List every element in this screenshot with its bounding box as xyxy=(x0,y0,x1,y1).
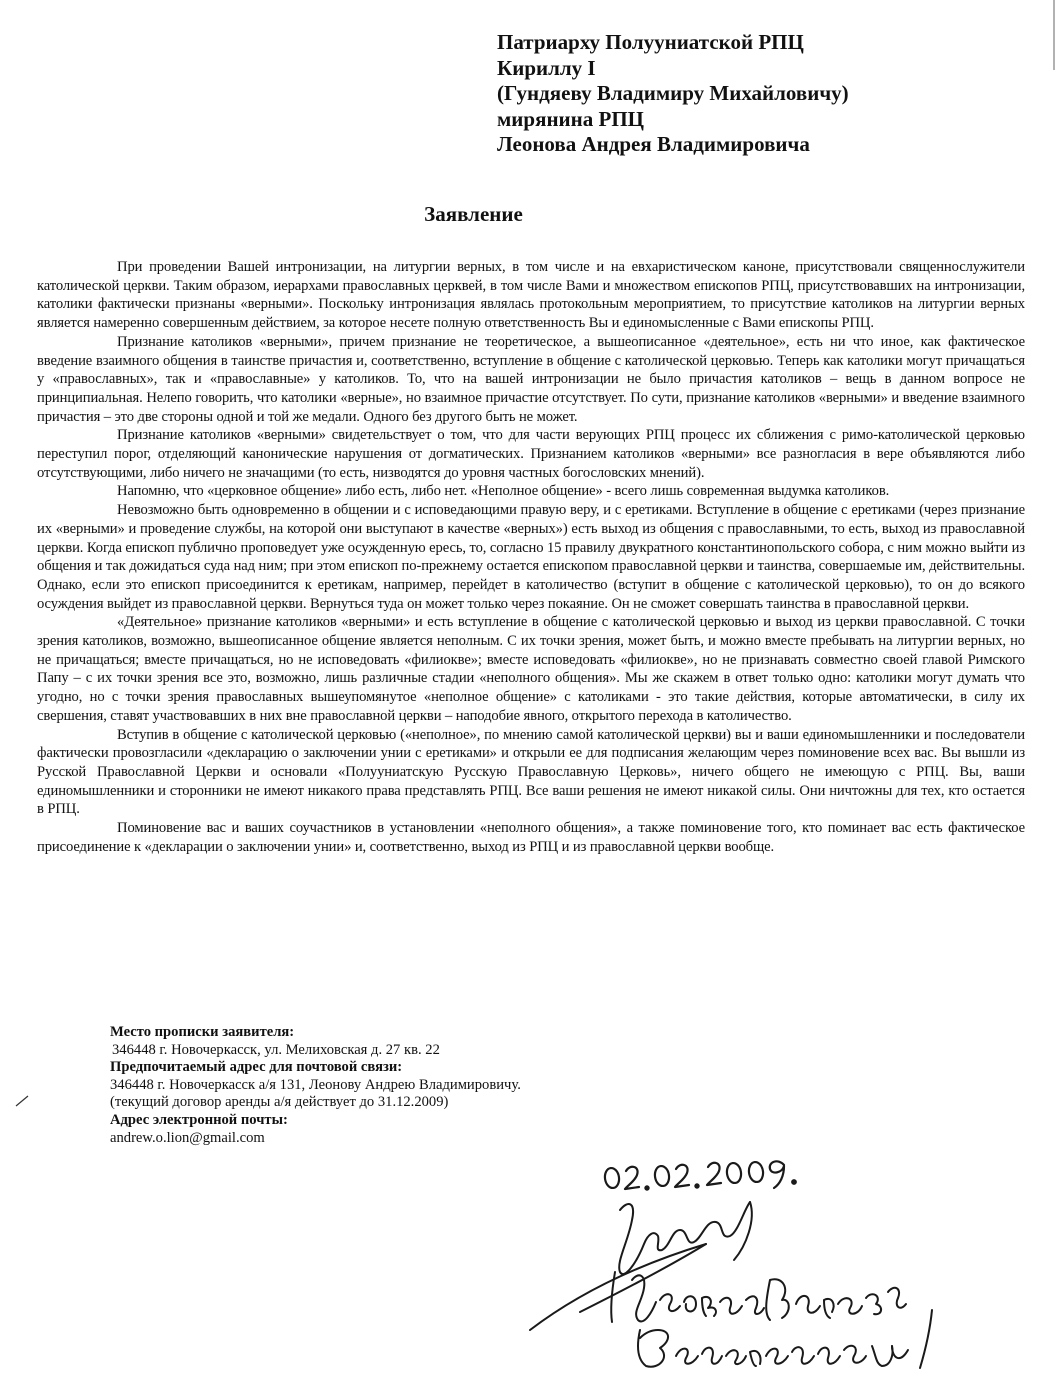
paragraph: При проведении Вашей интронизации, на литургии верных, в том числе и на евхаристическом каноне, присутствовали священнослужители католической церкви. Таким образом, иерархами православных церквей, в том числе Вами и множеством епископов РПЦ, присутствовавших на интронизации, католики фактически признаны «верными». Поскольку интронизация являлась протокольным мероприятием, то присутствие католиков на литургии верных является намеренно совершенным действием, за которое несете полную ответственность Вы и единомысленные с Вами епископы РПЦ. xyxy=(37,259,1025,332)
addressee-line: Кириллу I xyxy=(497,55,596,80)
paragraph: Напомню, что «церковное общение» либо есть, либо нет. «Неполное общение» - всего лишь современная выдумка католиков. xyxy=(117,483,890,500)
paragraph: Поминовение вас и ваших соучастников в установлении «неполного общения», а также поминовение того, кто поминает вас есть фактическое присоединение к «декларации о заключении унии» и, соответственно, выход из РПЦ и из православной церкви вообще. xyxy=(37,820,1025,855)
postal-note: (текущий договор аренды а/я действует до 31.12.2009) xyxy=(110,1094,449,1111)
postal-address: 346448 г. Новочеркасск а/я 131, Леонову Андрею Владимировичу. xyxy=(110,1076,521,1093)
document-title: Заявление xyxy=(424,202,523,226)
registration-address: 346448 г. Новочеркасск, ул. Мелиховская д. 27 кв. 22 xyxy=(112,1041,440,1058)
addressee-line: (Гундяеву Владимиру Михайловичу) xyxy=(497,81,849,105)
paragraph: Признание католиков «верными» свидетельствует о том, что для части верующих РПЦ процесс их сближения с римо-католической церковью переступил порог, отделяющий канонические нарушения от догматических. Признанием католиков «верными» все разногласия в вере объявляются либо отсутствующими, либо ничего не значащими (то есть, низводятся до уровня частных богословских мнений). xyxy=(37,427,1025,481)
addressee-line: Патриарху Полууниатской РПЦ xyxy=(497,30,804,54)
scan-edge-artifact xyxy=(1052,0,1056,70)
statement-body xyxy=(37,258,1025,857)
registration-label: Место прописки заявителя: xyxy=(110,1024,295,1040)
addressee-line: Леонова Андрея Владимировича xyxy=(497,132,810,156)
email-address: andrew.o.lion@gmail.com xyxy=(110,1129,265,1146)
paragraph: «Деятельное» признание католиков «верными» и есть вступление в общение с католической церковью и выход из церкви православной. С точки зрения католиков, возможно, вышеописанное общение является неполным. С их точки зрения, может быть, и можно вместе пребывать на литургии верных, но не причащаться; вместе причащаться, но не исповедовать «филиокве»; вместе исповедовать «филиокве», но не признавать совместно своей главой Римского Папу – с их точки зрения все это, возможно, лишь различные стадии «неполного общения». Мы же скажем в ответ только одно: католики могут думать что угодно, но с точки зрения православных вышеупомянутое «неполное общение» с католиками - это такие действия, которые автоматически, в силу их свершения, ставят участвовавших в них вне православной церкви – наподобие явного, открытого перехода в католичество. xyxy=(37,614,1025,724)
paragraph: Невозможно быть одновременно в общении и с исповедающими правую веру, и с еретиками. Вступление в общение с еретиками (через признание их «верными» и проведение службы, на которой они выступают в качестве «верных») есть выход из общения с православными, то есть, выход из православной церкви. Когда епископ публично проповедует уже осужденную ересь, то, согласно 15 правилу двукратного константинопольского собора, с ним можно выйти из общения и так дожидаться суда над ним; при этом епископ по-прежнему остается епископом православной церкви и таинства, совершаемые им, действительны. Однако, если это епископ присоединится к еретикам, например, перейдет в католичество (вступит в общение с католической церковью), то он до всякого осуждения выйдет из православной церкви. Вернуться туда он может только через покаяние. Он не сможет совершать таинства в православной церкви. xyxy=(37,502,1025,612)
handwritten-signature xyxy=(520,1180,950,1380)
addressee-block xyxy=(497,30,1037,158)
email-label: Адрес электронной почты: xyxy=(110,1111,288,1128)
addressee-line: мирянина РПЦ xyxy=(497,106,644,131)
contact-details xyxy=(110,1024,730,1147)
paragraph: Вступив в общение с католической церковью («неполное», по мнению самой католической церкви) вы и ваши единомышленники и последователи фактически провозгласили «декларацию о заключении унии с еретиками» и открыли ее для подписания желающим через поминовение всех вас. Вы вышли из Русской Православной Церкви и основали «Полууниатскую Русскую Православную Церковь», ничего общего не имеющую с РПЦ. Вы, ваши единомышленники и сторонники не имеют никакого права представлять РПЦ. Все ваши решения не имеют никакой силы. Они ничтожны для тех, кто остается в РПЦ. xyxy=(37,726,1025,818)
scan-artifact xyxy=(14,1094,30,1108)
paragraph: Признание католиков «верными», причем признание не теоретическое, а вышеописанное «деятельное», есть ни что иное, как фактическое введение взаимного общения в таинстве причастия и, соответственно, вступление в общение с католической церковью. Теперь как католики могут причащаться у «православных», так и «православные» у католиков. То, что на вашей интронизации не было причастия католиков – вещь в данном вопросе не принципиальная. Нелепо говорить, что католики «верные», но взаимное причастие отсутствует. По сути, признание католиков «верными» и введение взаимного причастия – это две стороны одной и той же медали. Одного без другого быть не может. xyxy=(37,333,1025,425)
postal-label: Предпочитаемый адрес для почтовой связи: xyxy=(110,1059,403,1076)
